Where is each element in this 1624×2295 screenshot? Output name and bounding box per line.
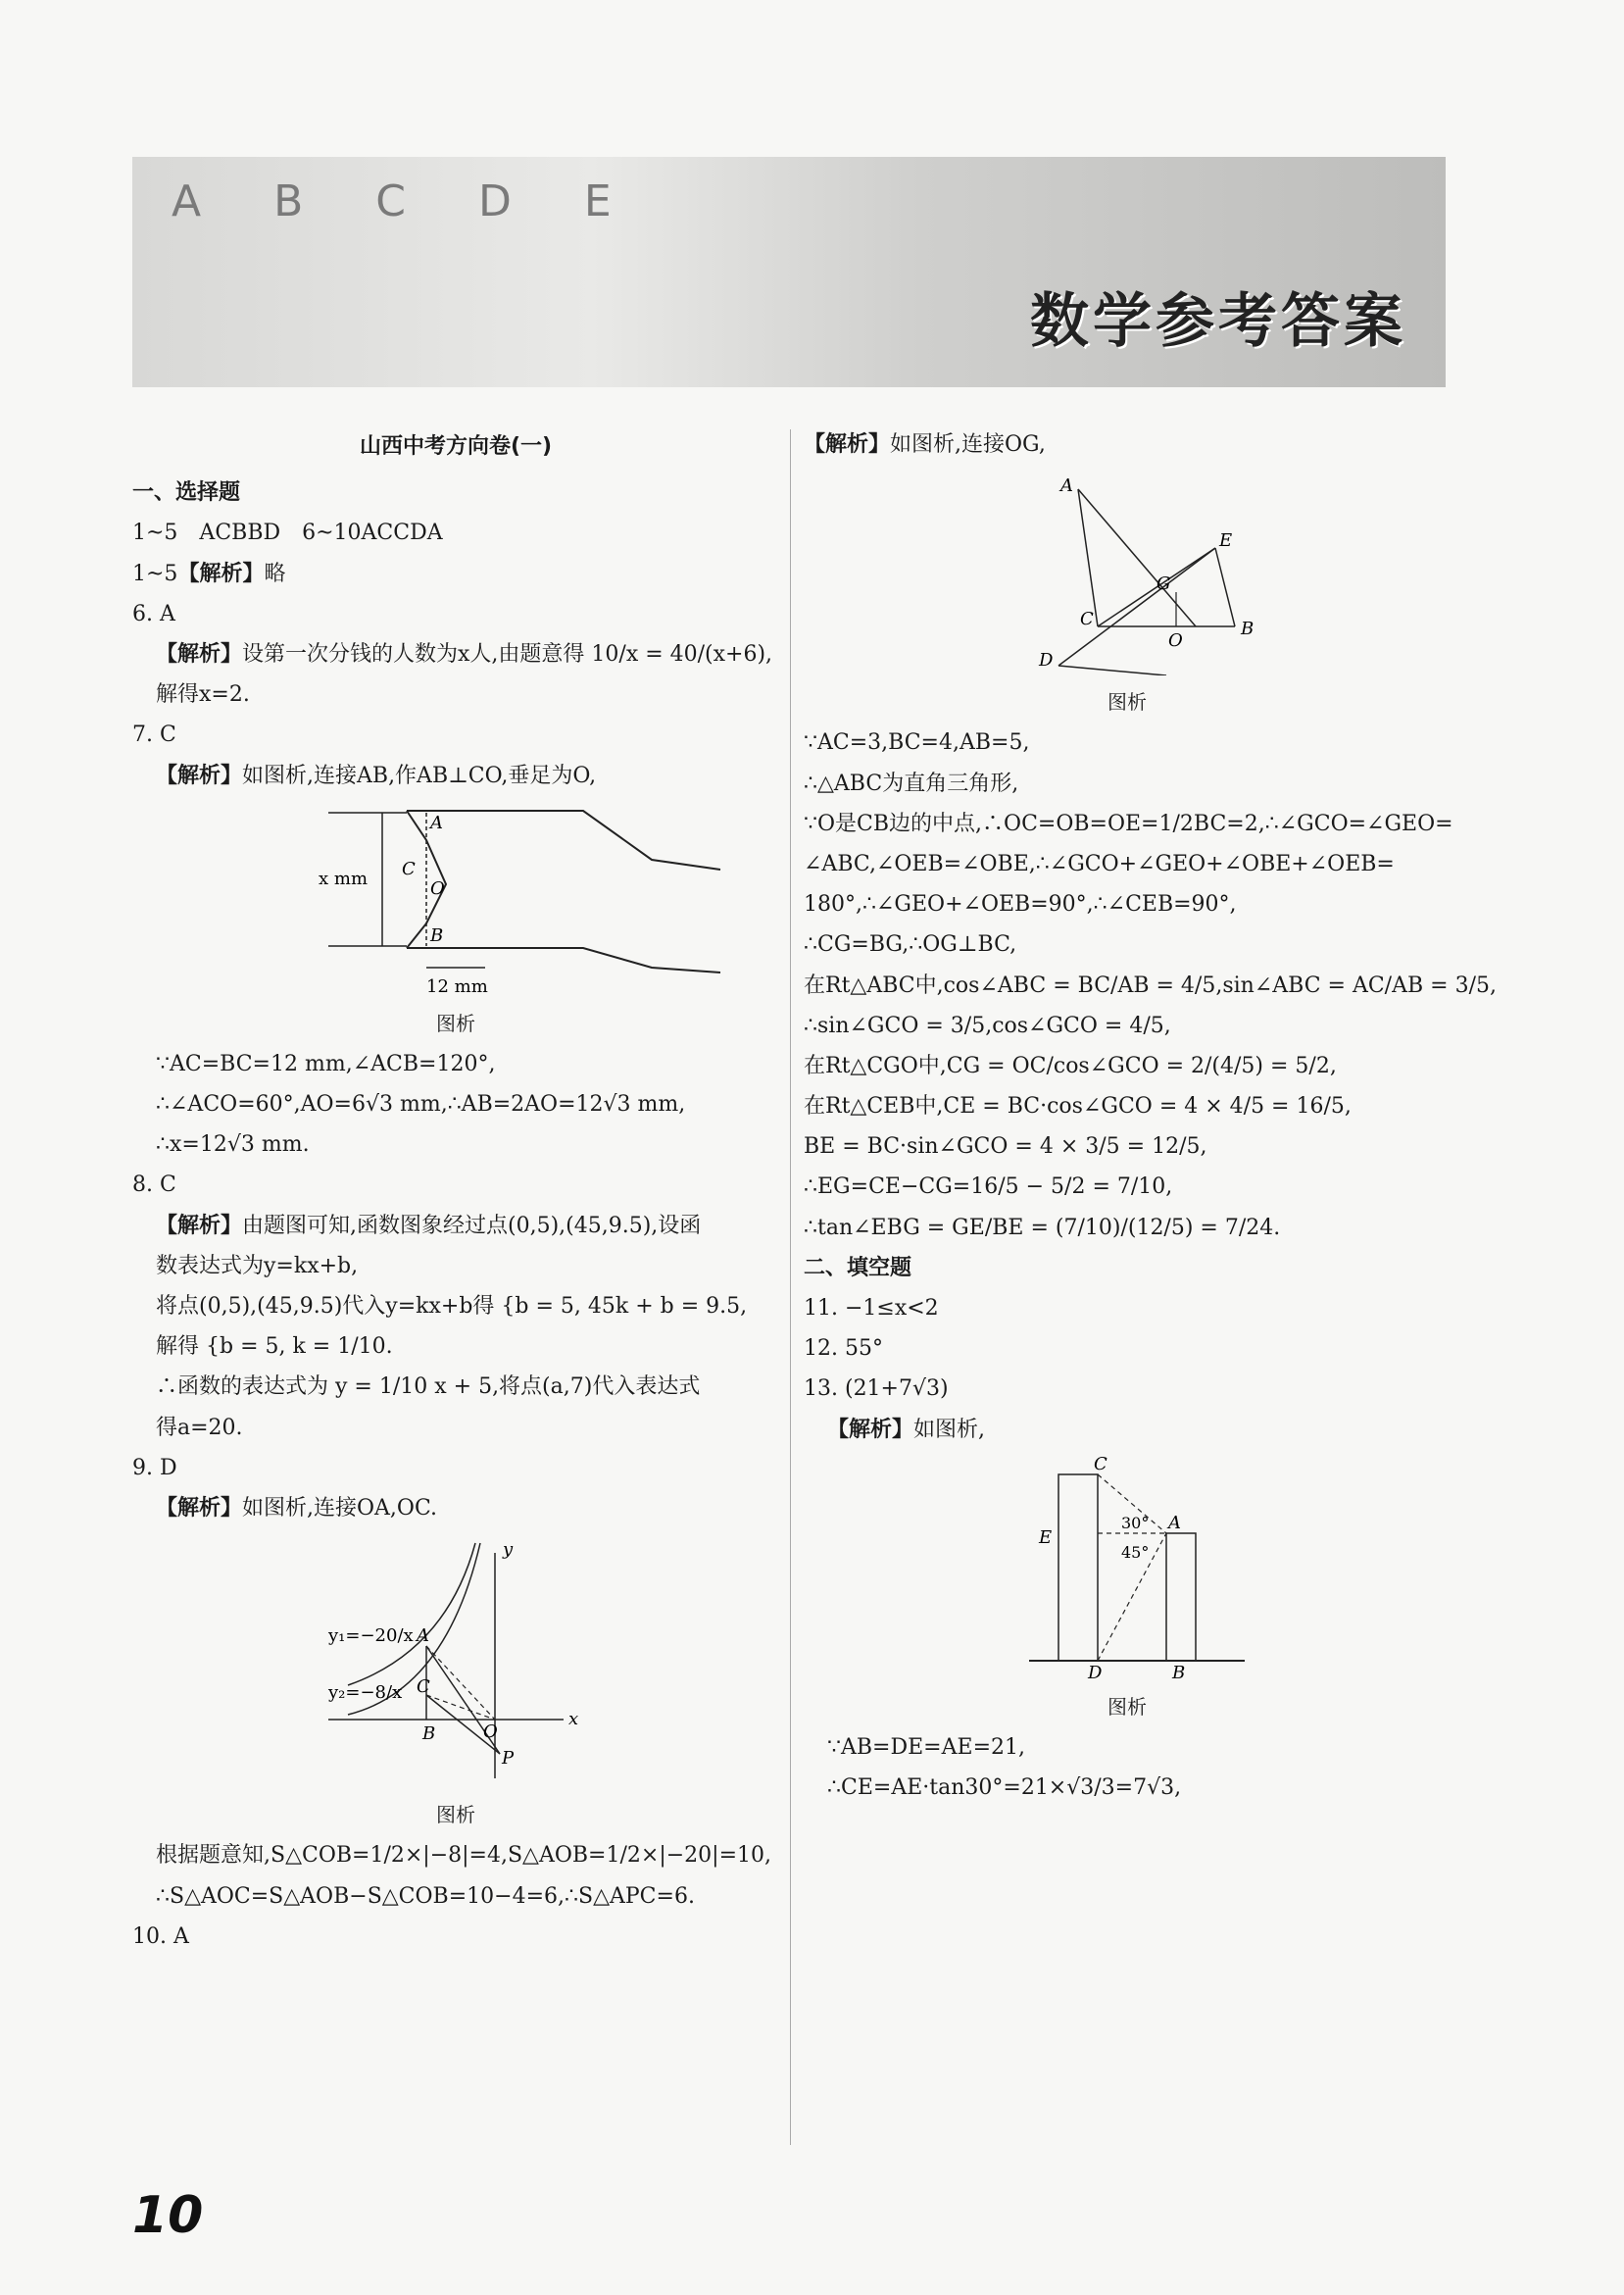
- q9-caption: 图析: [436, 1803, 475, 1827]
- q10: 10. A: [132, 1923, 189, 1949]
- svg-text:O: O: [430, 877, 445, 899]
- svg-text:E: E: [1219, 530, 1233, 552]
- hyperbola-diagram: [132, 1533, 779, 1788]
- svg-text:C: C: [1080, 609, 1094, 630]
- banner-decor: A B C D E: [172, 176, 641, 226]
- len-label: 12 mm: [426, 975, 488, 997]
- f13-line-a: ∵AB=DE=AE=21,: [827, 1734, 1025, 1760]
- r-line-2: ∴△ABC为直角三角形,: [804, 771, 1019, 796]
- q8: 8. C: [132, 1172, 176, 1198]
- r-line-4: ∠ABC,∠OEB=∠OBE,∴∠GCO+∠GEO+∠OBE+∠OEB=: [804, 851, 1395, 876]
- q9-analysis: 【解析】如图析,连接OA,OC.: [156, 1495, 438, 1521]
- buildings-diagram: [804, 1455, 1451, 1680]
- r-line-3: ∵O是CB边的中点,∴OC=OB=OE=1/2BC=2,∴∠GCO=∠GEO=: [804, 811, 1453, 836]
- q9-figure: [132, 1533, 779, 1830]
- r-intro: 【解析】如图析,连接OG,: [804, 432, 1046, 457]
- r-line-12: ∴EG=CE−CG=16/5 − 5/2 = 7/10,: [804, 1174, 1173, 1200]
- y2-label: y₂=−8/x: [328, 1682, 403, 1704]
- f13: 13. (21+7√3): [804, 1376, 949, 1402]
- y1-label: y₁=−20/x: [328, 1625, 414, 1647]
- svg-text:B: B: [1172, 1662, 1186, 1680]
- svg-text:G: G: [1156, 574, 1171, 595]
- svg-text:A: A: [1060, 475, 1073, 497]
- right-column: [804, 422, 1497, 1811]
- fill-heading: 二、填空题: [804, 1255, 912, 1280]
- f12: 12. 55°: [804, 1336, 883, 1362]
- svg-text:P: P: [502, 1748, 515, 1770]
- x-mm-label: x mm: [319, 868, 369, 889]
- q6: 6. A: [132, 601, 175, 626]
- q8-line-3: 将点(0,5),(45,9.5)代入y=kx+b得 {b = 5, 45k + b = 9.5,: [156, 1294, 748, 1319]
- answer-line: 1~5 ACBBD 6~10ACCDA: [132, 521, 443, 546]
- svg-text:B: B: [430, 924, 444, 946]
- svg-text:x: x: [568, 1709, 579, 1730]
- f13-caption: 图析: [1107, 1694, 1147, 1719]
- svg-text:D: D: [1039, 650, 1054, 672]
- f13-line-b: ∴CE=AE·tan30°=21×√3/3=7√3,: [827, 1775, 1182, 1801]
- q9-line-a: 根据题意知,S△COB=1/2×|−8|=4,S△AOB=1/2×|−20|=10,: [156, 1843, 771, 1869]
- svg-text:45°: 45°: [1121, 1542, 1150, 1562]
- q7-figure: [132, 801, 779, 1039]
- r-line-7: 在Rt△ABC中,cos∠ABC = BC/AB = 4/5,sin∠ABC = AC/AB = 3/5,: [804, 973, 1497, 998]
- q9: 9. D: [132, 1455, 177, 1480]
- q7-line-b: ∴∠ACO=60°,AO=6√3 mm,∴AB=2AO=12√3 mm,: [156, 1092, 686, 1118]
- svg-text:C: C: [402, 858, 416, 879]
- q7: 7. C: [132, 723, 176, 748]
- page-number: 10: [132, 2186, 204, 2245]
- r-line-11: BE = BC·sin∠GCO = 4 × 3/5 = 12/5,: [804, 1134, 1207, 1160]
- r-figure-1: [804, 470, 1451, 718]
- q8-line-5: ∴函数的表达式为 y = 1/10 x + 5,将点(a,7)代入表达式: [156, 1374, 701, 1400]
- r-line-1: ∵AC=3,BC=4,AB=5,: [804, 730, 1030, 756]
- svg-text:C: C: [1094, 1454, 1107, 1474]
- triangle-diagram: [804, 470, 1451, 675]
- svg-text:O: O: [483, 1721, 498, 1743]
- r-line-9: 在Rt△CGO中,CG = OC/cos∠GCO = 2/(4/5) = 5/2,: [804, 1053, 1337, 1078]
- q8-line-6: 得a=20.: [156, 1415, 243, 1440]
- banner-title: 数学参考答案: [1030, 287, 1406, 356]
- q7-line-c: ∴x=12√3 mm.: [156, 1132, 310, 1158]
- svg-text:A: A: [417, 1625, 429, 1647]
- svg-text:y: y: [503, 1539, 514, 1561]
- svg-text:30°: 30°: [1121, 1513, 1150, 1532]
- svg-text:O: O: [1168, 630, 1183, 652]
- q9-line-b: ∴S△AOC=S△AOB−S△COB=10−4=6,∴S△APC=6.: [156, 1883, 695, 1909]
- f13-figure: [804, 1455, 1451, 1722]
- r-line-6: ∴CG=BG,∴OG⊥BC,: [804, 932, 1017, 958]
- svg-text:E: E: [1039, 1526, 1053, 1548]
- r-line-5: 180°,∴∠GEO+∠OEB=90°,∴∠CEB=90°,: [804, 892, 1237, 918]
- q6-analysis: 【解析】设第一次分钱的人数为x人,由题意得 10/x = 40/(x+6),: [156, 641, 773, 667]
- svg-text:B: B: [422, 1723, 436, 1745]
- r-line-10: 在Rt△CEB中,CE = BC·cos∠GCO = 4 × 4/5 = 16/5,: [804, 1094, 1352, 1120]
- q7-line-a: ∵AC=BC=12 mm,∠ACB=120°,: [156, 1051, 496, 1076]
- svg-text:A: A: [1168, 1512, 1181, 1533]
- q8-line-4: 解得 {b = 5, k = 1/10.: [156, 1334, 393, 1360]
- choice-heading: 一、选择题: [132, 480, 241, 506]
- answer-line-2: 1~5【解析】略: [132, 561, 286, 586]
- r-line-8: ∴sin∠GCO = 3/5,cos∠GCO = 4/5,: [804, 1013, 1171, 1038]
- wrench-diagram: [132, 801, 779, 997]
- section-title: 山西中考方向卷(一): [359, 434, 553, 459]
- column-divider: [790, 429, 791, 2145]
- r-figure-1-caption: 图析: [1107, 690, 1147, 715]
- svg-text:B: B: [1241, 619, 1255, 640]
- q7-analysis: 【解析】如图析,连接AB,作AB⊥CO,垂足为O,: [156, 763, 597, 788]
- q7-caption: 图析: [436, 1011, 475, 1035]
- f11: 11. −1≤x<2: [804, 1296, 939, 1321]
- svg-text:C: C: [417, 1676, 430, 1698]
- q8-analysis: 【解析】由题图可知,函数图象经过点(0,5),(45,9.5),设函: [156, 1213, 702, 1238]
- q6-solution: 解得x=2.: [156, 682, 250, 708]
- svg-text:A: A: [430, 812, 443, 833]
- header-banner: [132, 157, 1446, 387]
- f13-analysis: 【解析】如图析,: [827, 1417, 986, 1442]
- left-column: [132, 422, 779, 1960]
- q8-line-2: 数表达式为y=kx+b,: [156, 1253, 359, 1278]
- svg-text:D: D: [1088, 1662, 1103, 1680]
- r-line-13: ∴tan∠EBG = GE/BE = (7/10)/(12/5) = 7/24.: [804, 1215, 1281, 1240]
